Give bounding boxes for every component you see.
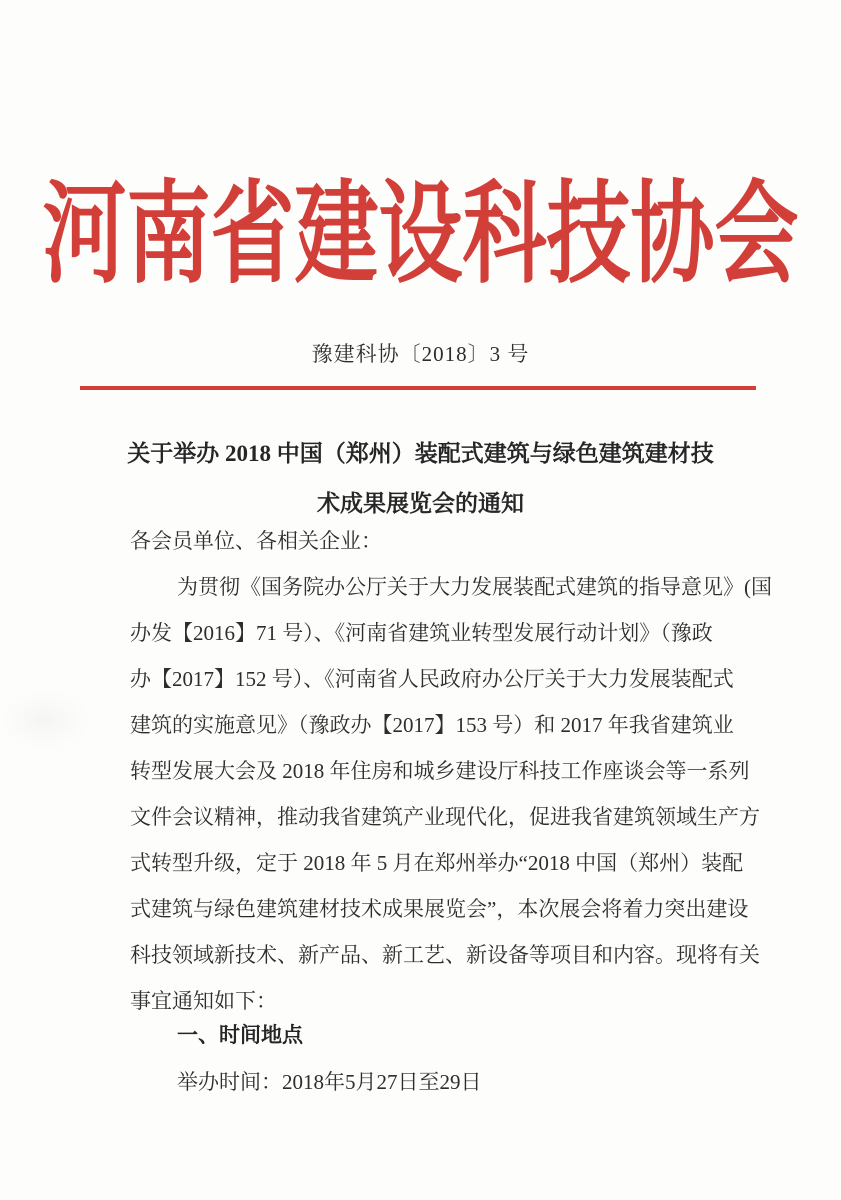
body-paragraph [130, 564, 770, 1024]
notice-title-line-2: 术成果展览会的通知 [317, 491, 524, 516]
body-line: 办发【2016】71 号）、《河南省建筑业转型发展行动计划》（豫政 [130, 621, 713, 645]
body-line: 式建筑与绿色建筑建材技术成果展览会”，本次展会将着力突出建设 [130, 897, 749, 921]
body-line: 转型发展大会及 2018 年住房和城乡建设厅科技工作座谈会等一系列 [130, 759, 750, 783]
body-line: 文件会议精神，推动我省建筑产业现代化，促进我省建筑领域生产方 [130, 805, 760, 829]
body-line: 建筑的实施意见》（豫政办【2017】153 号）和 2017 年我省建筑业 [130, 713, 734, 737]
letterhead-title: 河南省建设科技协会 [42, 174, 799, 298]
event-time-line: 举办时间：2018年5月27日至29日 [177, 1070, 482, 1094]
salutation: 各会员单位、各相关企业： [130, 529, 382, 553]
document-number: 豫建科协〔2018〕3 号 [311, 342, 530, 366]
body-line: 事宜通知如下： [130, 989, 277, 1013]
body-line: 科技领域新技术、新产品、新工艺、新设备等项目和内容。现将有关 [130, 943, 760, 967]
section-heading-time-place: 一、时间地点 [177, 1023, 303, 1047]
notice-title-line-1: 关于举办 2018 中国（郑州）装配式建筑与绿色建筑建材技 [127, 441, 714, 466]
scan-artifact [0, 690, 90, 750]
notice-title [70, 429, 771, 529]
red-divider-line [80, 386, 756, 390]
body-line: 式转型升级，定于 2018 年 5 月在郑州举办“2018 中国（郑州）装配 [130, 851, 744, 875]
body-line: 办【2017】152 号）、《河南省人民政府办公厅关于大力发展装配式 [130, 667, 734, 691]
body-line: 为贯彻《国务院办公厅关于大力发展装配式建筑的指导意见》(国 [177, 575, 772, 599]
